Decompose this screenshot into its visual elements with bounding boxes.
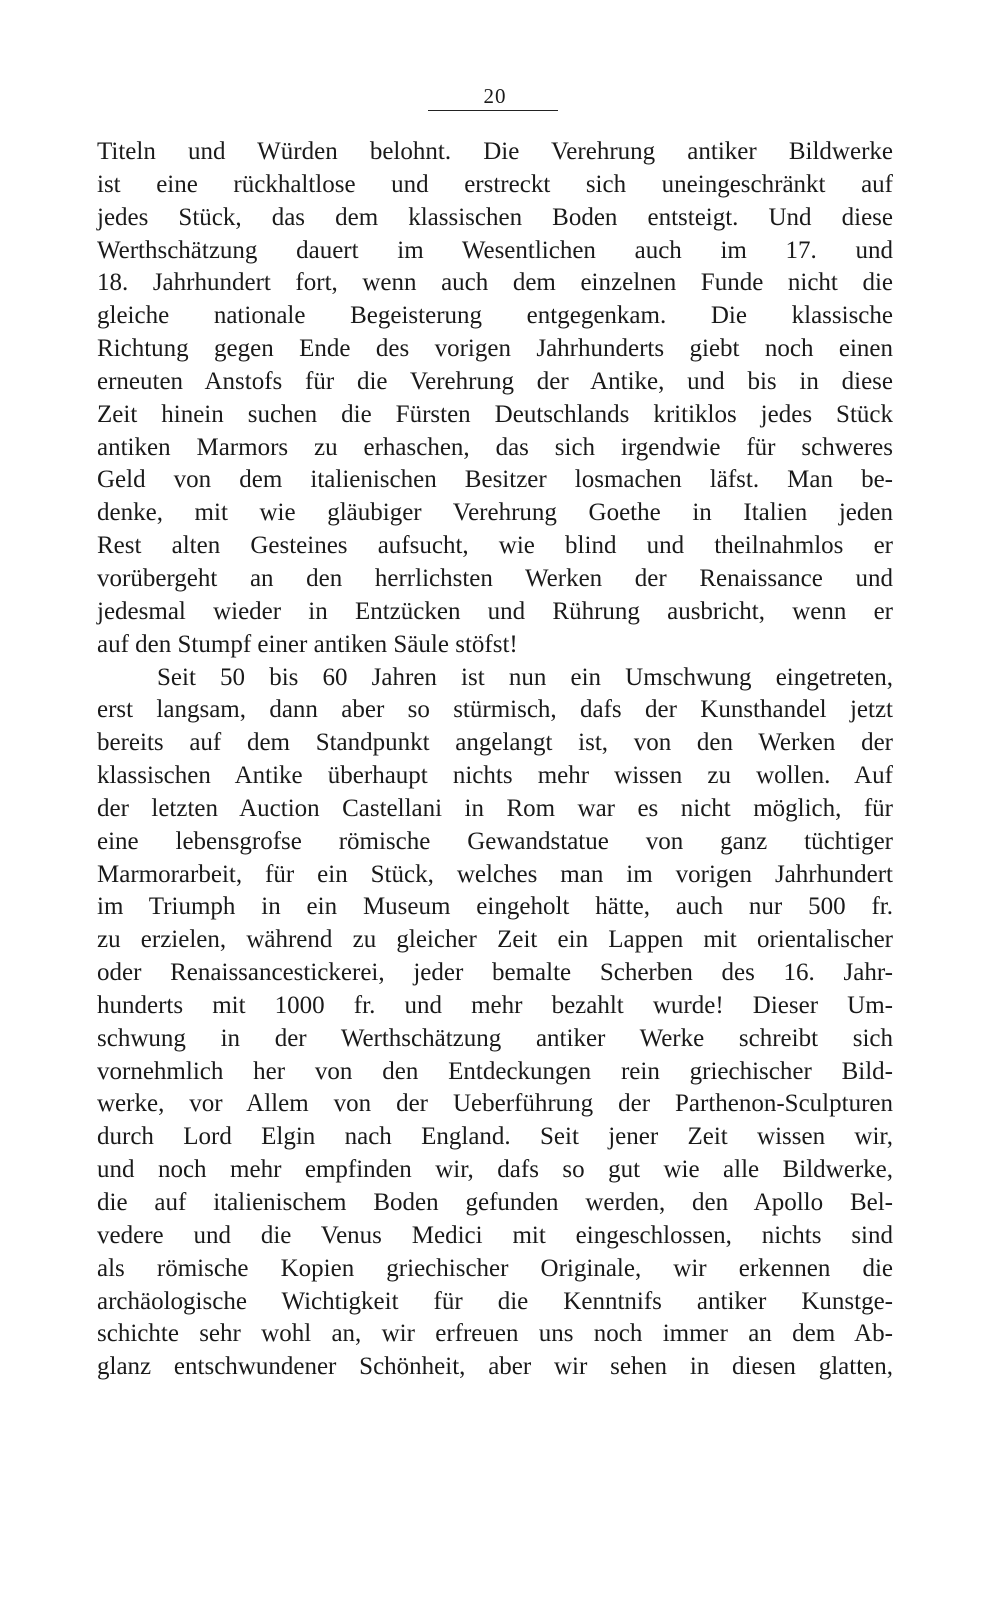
- text-line: schichte sehr wohl an, wir erfreuen uns noch immer an dem Ab-: [97, 1320, 893, 1348]
- text-line: bereits auf dem Standpunkt angelangt ist, von den Werken der: [97, 729, 893, 757]
- text-line: denke, mit wie gläubiger Verehrung Goethe in Italien jeden: [97, 499, 893, 527]
- text-line: antiken Marmors zu erhaschen, das sich irgendwie für schweres: [97, 433, 893, 461]
- text-line: Geld von dem italienischen Besitzer losmachen läfst. Man be-: [97, 466, 893, 494]
- page-number: 20: [483, 84, 507, 108]
- text-line: Rest alten Gesteines aufsucht, wie blind und theilnahmlos er: [97, 532, 893, 560]
- text-line: oder Renaissancestickerei, jeder bemalte Scherben des 16. Jahr-: [97, 959, 893, 987]
- text-line: ist eine rückhaltlose und erstreckt sich uneingeschränkt auf: [97, 170, 893, 198]
- body-text: [97, 136, 893, 1384]
- text-line: werke, vor Allem von der Ueberführung der Parthenon-Sculpturen: [97, 1090, 893, 1118]
- paragraph-first-line: Seit 50 bis 60 Jahren ist nun ein Umschwung eingetreten,: [157, 663, 893, 691]
- text-line: durch Lord Elgin nach England. Seit jener Zeit wissen wir,: [97, 1123, 893, 1151]
- text-line: vornehmlich her von den Entdeckungen rein griechischer Bild-: [97, 1057, 893, 1085]
- text-line: eine lebensgrofse römische Gewandstatue von ganz tüchtiger: [97, 827, 893, 855]
- text-line: als römische Kopien griechischer Originale, wir erkennen die: [97, 1254, 893, 1282]
- text-line: erneuten Anstofs für die Verehrung der Antike, und bis in diese: [97, 367, 893, 395]
- text-line: klassischen Antike überhaupt nichts mehr wissen zu wollen. Auf: [97, 762, 893, 790]
- text-line: 18. Jahrhundert fort, wenn auch dem einzelnen Funde nicht die: [97, 269, 893, 297]
- paragraph-end-line: auf den Stumpf einer antiken Säule stöfst!: [97, 630, 518, 658]
- text-line: vedere und die Venus Medici mit eingeschlossen, nichts sind: [97, 1221, 893, 1249]
- text-line: glanz entschwundener Schönheit, aber wir sehen in diesen glatten,: [97, 1353, 893, 1381]
- text-line: Titeln und Würden belohnt. Die Verehrung antiker Bildwerke: [97, 138, 893, 165]
- text-line: gleiche nationale Begeisterung entgegenkam. Die klassische: [97, 302, 893, 330]
- text-line: Richtung gegen Ende des vorigen Jahrhunderts giebt noch einen: [97, 335, 893, 363]
- text-line: und noch mehr empfinden wir, dafs so gut wie alle Bildwerke,: [97, 1156, 893, 1184]
- text-line: der letzten Auction Castellani in Rom war es nicht möglich, für: [97, 794, 893, 822]
- text-line: Werthschätzung dauert im Wesentlichen auch im 17. und: [97, 236, 893, 264]
- text-line: vorübergeht an den herrlichsten Werken der Renaissance und: [97, 564, 893, 592]
- text-line: jedesmal wieder in Entzücken und Rührung ausbricht, wenn er: [97, 597, 893, 625]
- text-line: im Triumph in ein Museum eingeholt hätte, auch nur 500 fr.: [97, 893, 893, 921]
- text-line: Zeit hinein suchen die Fürsten Deutschlands kritiklos jedes Stück: [97, 400, 893, 428]
- text-line: schwung in der Werthschätzung antiker Werke schreibt sich: [97, 1024, 893, 1052]
- text-line: die auf italienischem Boden gefunden werden, den Apollo Bel-: [97, 1189, 893, 1216]
- page-number-rule: [428, 110, 558, 111]
- text-line: archäologische Wichtigkeit für die Kenntnifs antiker Kunstge-: [97, 1287, 893, 1315]
- text-line: erst langsam, dann aber so stürmisch, dafs der Kunsthandel jetzt: [97, 696, 893, 724]
- text-line: zu erzielen, während zu gleicher Zeit ein Lappen mit orientalischer: [97, 926, 893, 954]
- text-line: jedes Stück, das dem klassischen Boden entsteigt. Und diese: [97, 203, 893, 231]
- text-line: hunderts mit 1000 fr. und mehr bezahlt wurde! Dieser Um-: [97, 991, 893, 1019]
- text-line: Marmorarbeit, für ein Stück, welches man im vorigen Jahrhundert: [97, 860, 893, 888]
